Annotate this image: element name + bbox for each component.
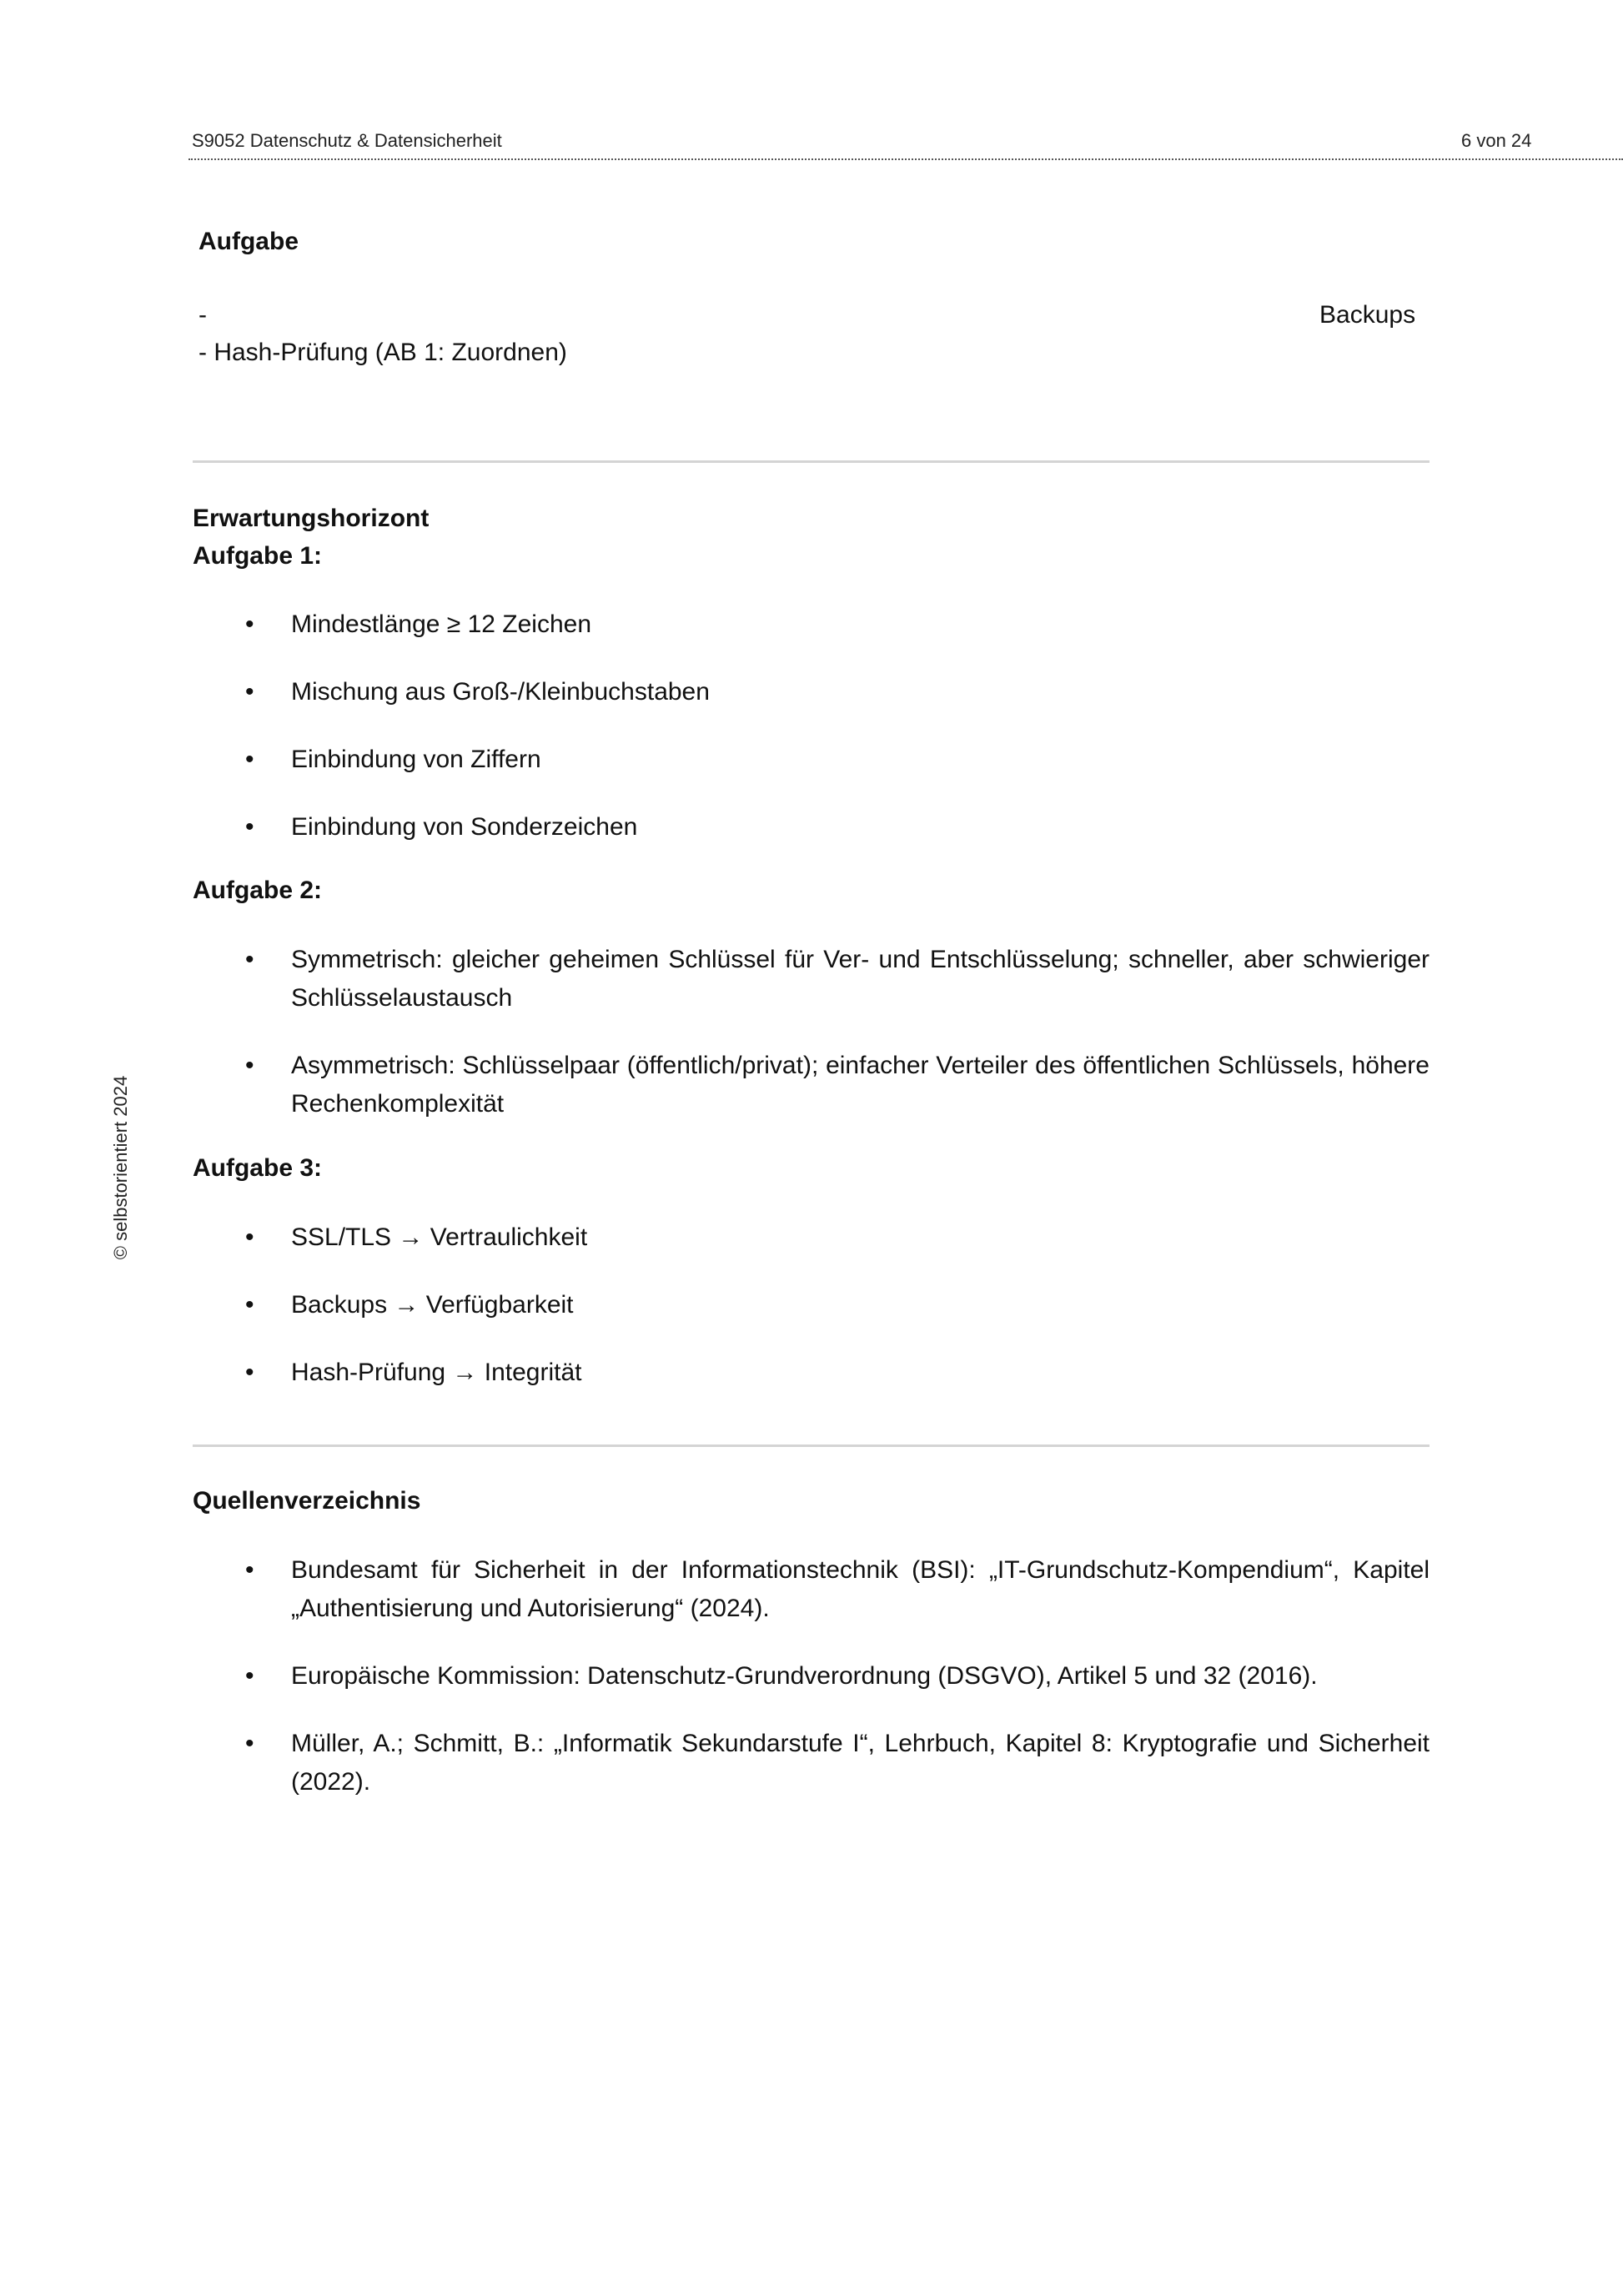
bullet-icon: •: [245, 1291, 254, 1319]
bullet-icon: •: [245, 1359, 254, 1386]
task3-list: [193, 1218, 1430, 1421]
bullet-icon: •: [245, 946, 254, 973]
list-item: [193, 1218, 1430, 1257]
list-item: [193, 941, 1430, 1017]
task1-heading: Aufgabe 1:: [193, 542, 323, 570]
bullet-icon: •: [245, 1730, 254, 1757]
bullet-icon: •: [245, 1556, 254, 1584]
task-line1-backups: Backups: [1319, 301, 1416, 329]
list-item: [193, 1725, 1430, 1801]
section-divider: [193, 1444, 1430, 1447]
list-item-text: Einbindung von Ziffern: [291, 746, 541, 773]
task-heading: Aufgabe: [198, 228, 299, 255]
copyright-text: © selbstorientiert 2024: [110, 1075, 131, 1260]
list-item-text: SSL/TLS → Vertraulichkeit: [291, 1223, 588, 1251]
bullet-icon: •: [245, 1223, 254, 1251]
list-item-text: Backups → Verfügbarkeit: [291, 1291, 574, 1319]
sources-heading: Quellenverzeichnis: [193, 1487, 421, 1515]
bullet-icon: •: [245, 1662, 254, 1690]
list-item: [193, 808, 1430, 847]
list-item-text: Mindestlänge ≥ 12 Zeichen: [291, 610, 592, 638]
list-item: [193, 673, 1430, 711]
expectations-heading: Erwartungshorizont: [193, 505, 430, 532]
list-item: [193, 1047, 1430, 1123]
list-item: [193, 1286, 1430, 1324]
list-item-text: Mischung aus Groß-/Kleinbuchstaben: [291, 678, 710, 706]
task-line1-dash: -: [198, 301, 207, 329]
bullet-icon: •: [245, 678, 254, 706]
task1-list: [193, 605, 1430, 876]
list-item: [193, 1657, 1430, 1696]
list-item-text: Bundesamt für Sicherheit in der Informationstechnik (BSI): „IT-Grundschutz-Kompendium“, Kapitel „Authentisierung und Autorisierung“ (2024).: [291, 1556, 1430, 1622]
page-header: [188, 125, 1623, 160]
task2-heading: Aufgabe 2:: [193, 877, 323, 904]
list-item-text: Hash-Prüfung → Integrität: [291, 1359, 582, 1386]
task2-list: [193, 941, 1430, 1153]
sources-list: [193, 1551, 1430, 1831]
page-number: 6 von 24: [1461, 130, 1532, 151]
bullet-icon: •: [245, 746, 254, 773]
list-item: [193, 605, 1430, 644]
list-item-text: Einbindung von Sonderzeichen: [291, 813, 638, 841]
list-item: [193, 1354, 1430, 1392]
list-item-text: Müller, A.; Schmitt, B.: „Informatik Sekundarstufe I“, Lehrbuch, Kapitel 8: Kryptografie und Sicherheit (2022).: [291, 1730, 1430, 1796]
section-divider: [193, 460, 1430, 463]
task-line2: - Hash-Prüfung (AB 1: Zuordnen): [198, 339, 567, 366]
list-item: [193, 741, 1430, 779]
list-item: [193, 1551, 1430, 1628]
list-item-text: Asymmetrisch: Schlüsselpaar (öffentlich/privat); einfacher Verteiler des öffentlichen Schlüssels, höhere Rechenkomplexität: [291, 1052, 1430, 1118]
bullet-icon: •: [245, 610, 254, 638]
list-item-text: Symmetrisch: gleicher geheimen Schlüssel für Ver- und Entschlüsselung; schneller, aber schwieriger Schlüsselaustausch: [291, 946, 1430, 1012]
document-title: S9052 Datenschutz & Datensicherheit: [192, 130, 502, 151]
list-item-text: Europäische Kommission: Datenschutz-Grundverordnung (DSGVO), Artikel 5 und 32 (2016).: [291, 1662, 1318, 1690]
task3-heading: Aufgabe 3:: [193, 1154, 323, 1182]
bullet-icon: •: [245, 813, 254, 841]
bullet-icon: •: [245, 1052, 254, 1079]
